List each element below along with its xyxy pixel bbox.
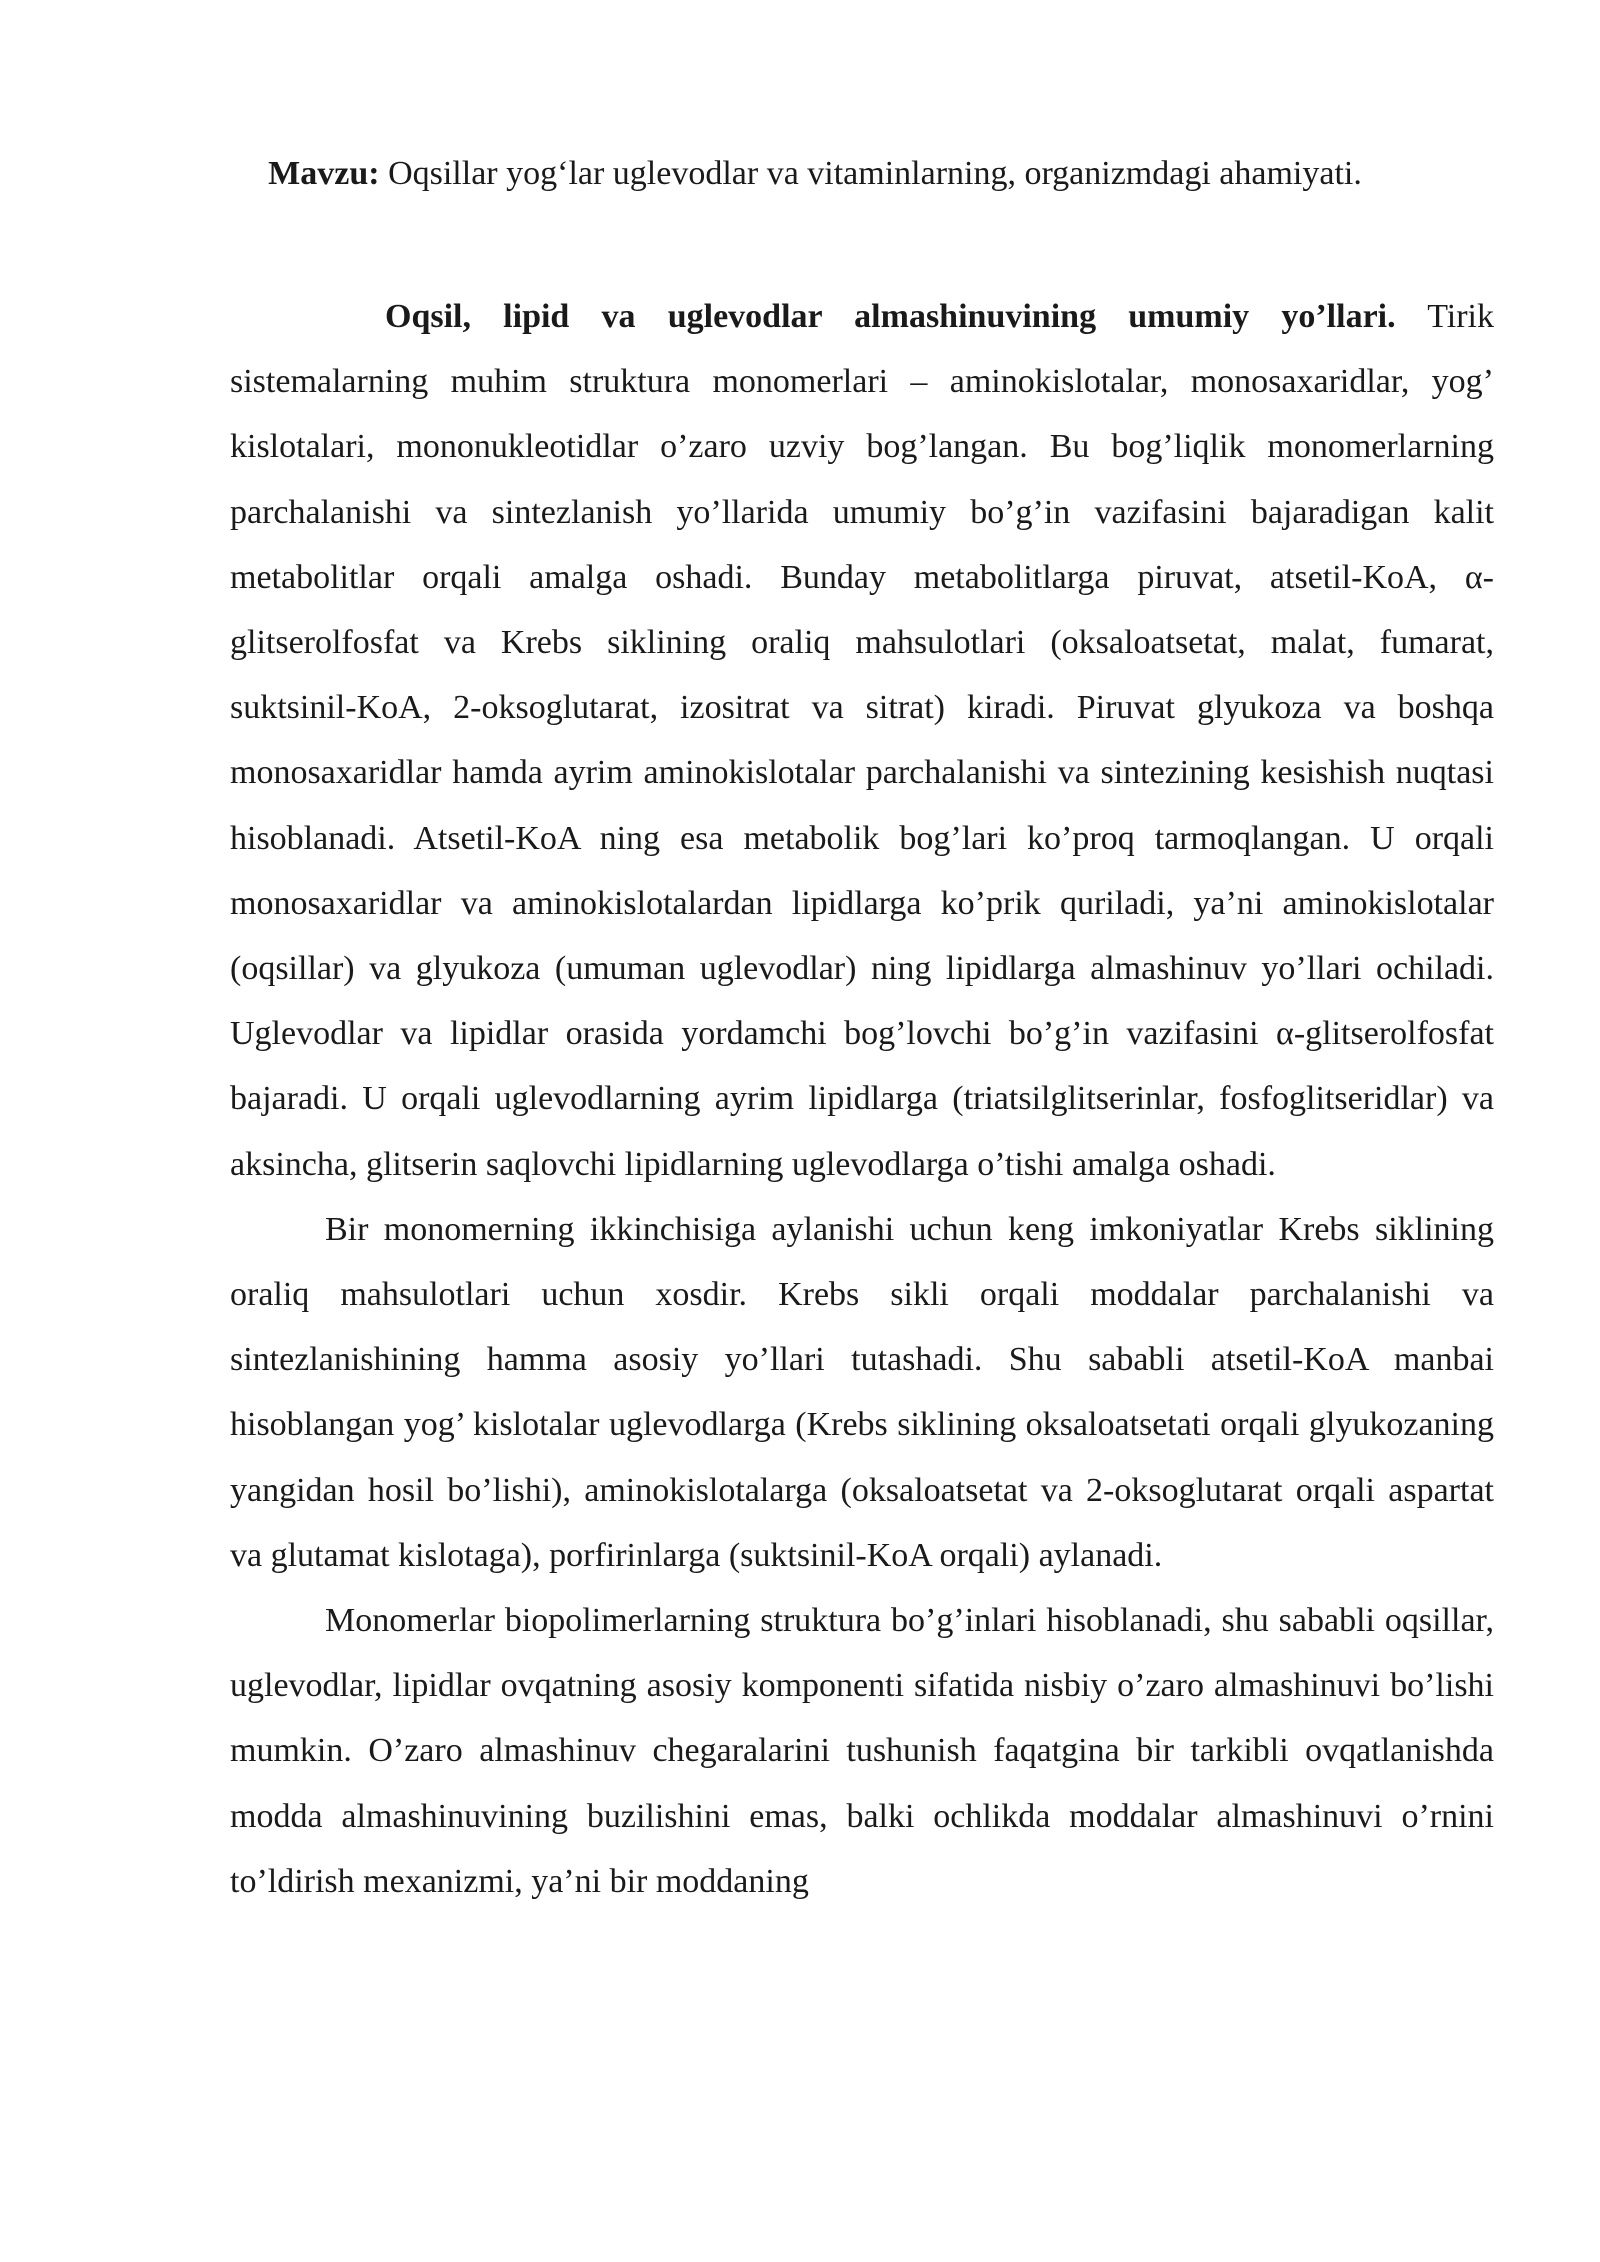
title-label: Mavzu: — [268, 155, 380, 192]
paragraph-1 — [230, 284, 1494, 1197]
page-title — [0, 150, 1600, 198]
paragraph-2: Bir monomerning ikkinchisiga aylanishi uchun keng imkoniyatlar Krebs siklining oraliq mahsulotlari uchun xosdir. Krebs sikli orqali moddalar parchalanishi va sintezlanishining hamma asosiy yo’llari tutashadi. Shu sababli atsetil-KoA manbai hisoblangan yog’ kislotalar uglevodlarga (Krebs siklining oksaloatsetati orqali glyukozaning yangidan hosil bo’lishi), aminokislotalarga (oksaloatsetat va 2-oksoglutarat orqali aspartat va glutamat kislotaga), porfirinlarga (suktsinil-KoA orqali) aylanadi. — [230, 1210, 1494, 1574]
document-body — [230, 284, 1494, 1914]
paragraph-3: Monomerlar biopolimerlarning struktura bo’g’inlari hisoblanadi, shu sababli oqsillar, uglevodlar, lipidlar ovqatning asosiy komponenti sifatida nisbiy o’zaro almashinuvi bo’lishi mumkin. O’zaro almashinuv chegaralarini tushunish faqatgina bir tarkibli ovqatlanishda modda almashinuvining buzilishini emas, balki ochlikda moddalar almashinuvi o’rnini to’ldirish mexanizmi, ya’ni bir moddaning — [230, 1602, 1494, 1900]
title-text: Oqsillar yog‘lar uglevodlar va vitaminlarning, organizmdagi ahamiyati. — [379, 155, 1362, 192]
paragraph-1-text: Tirik sistemalarning muhim struktura monomerlari – aminokislotalar, monosaxaridlar, yog’ kislotalari, mononukleotidlar o’zaro uzviy bog’langan. Bu bog’liqlik monomerlarning parchalanishi va sintezlanish yo’llarida umumiy bo’g’in vazifasini bajaradigan kalit metabolitlar orqali amalga oshadi. Bunday metabolitlarga piruvat, atsetil-KoA, α-glitserolfosfat va Krebs siklining oraliq mahsulotlari (oksaloatsetat, malat, fumarat, suktsinil-KoA, 2-oksoglutarat, izositrat va sitrat) kiradi. Piruvat glyukoza va boshqa monosaxaridlar hamda ayrim aminokislotalar parchalanishi va sintezining kesishish nuqtasi hisoblanadi. Atsetil-KoA ning esa metabolik bog’lari ko’proq tarmoqlangan. U orqali monosaxaridlar va aminokislotalardan lipidlarga ko’prik quriladi, ya’ni aminokislotalar (oqsillar) va glyukoza (umuman uglevodlar) ning lipidlarga almashinuv yo’llari ochiladi. Uglevodlar va lipidlar orasida yordamchi bog’lovchi bo’g’in vazifasini α-glitserolfosfat bajaradi. U orqali uglevodlarning ayrim lipidlarga (triatsilglitserinlar, fosfoglitseridlar) va aksincha, glitserin saqlovchi lipidlarning uglevodlarga o’tishi amalga oshadi. — [230, 298, 1494, 1183]
section-heading: Oqsil, lipid va uglevodlar almashinuvining umumiy yo’llari. — [385, 298, 1396, 335]
